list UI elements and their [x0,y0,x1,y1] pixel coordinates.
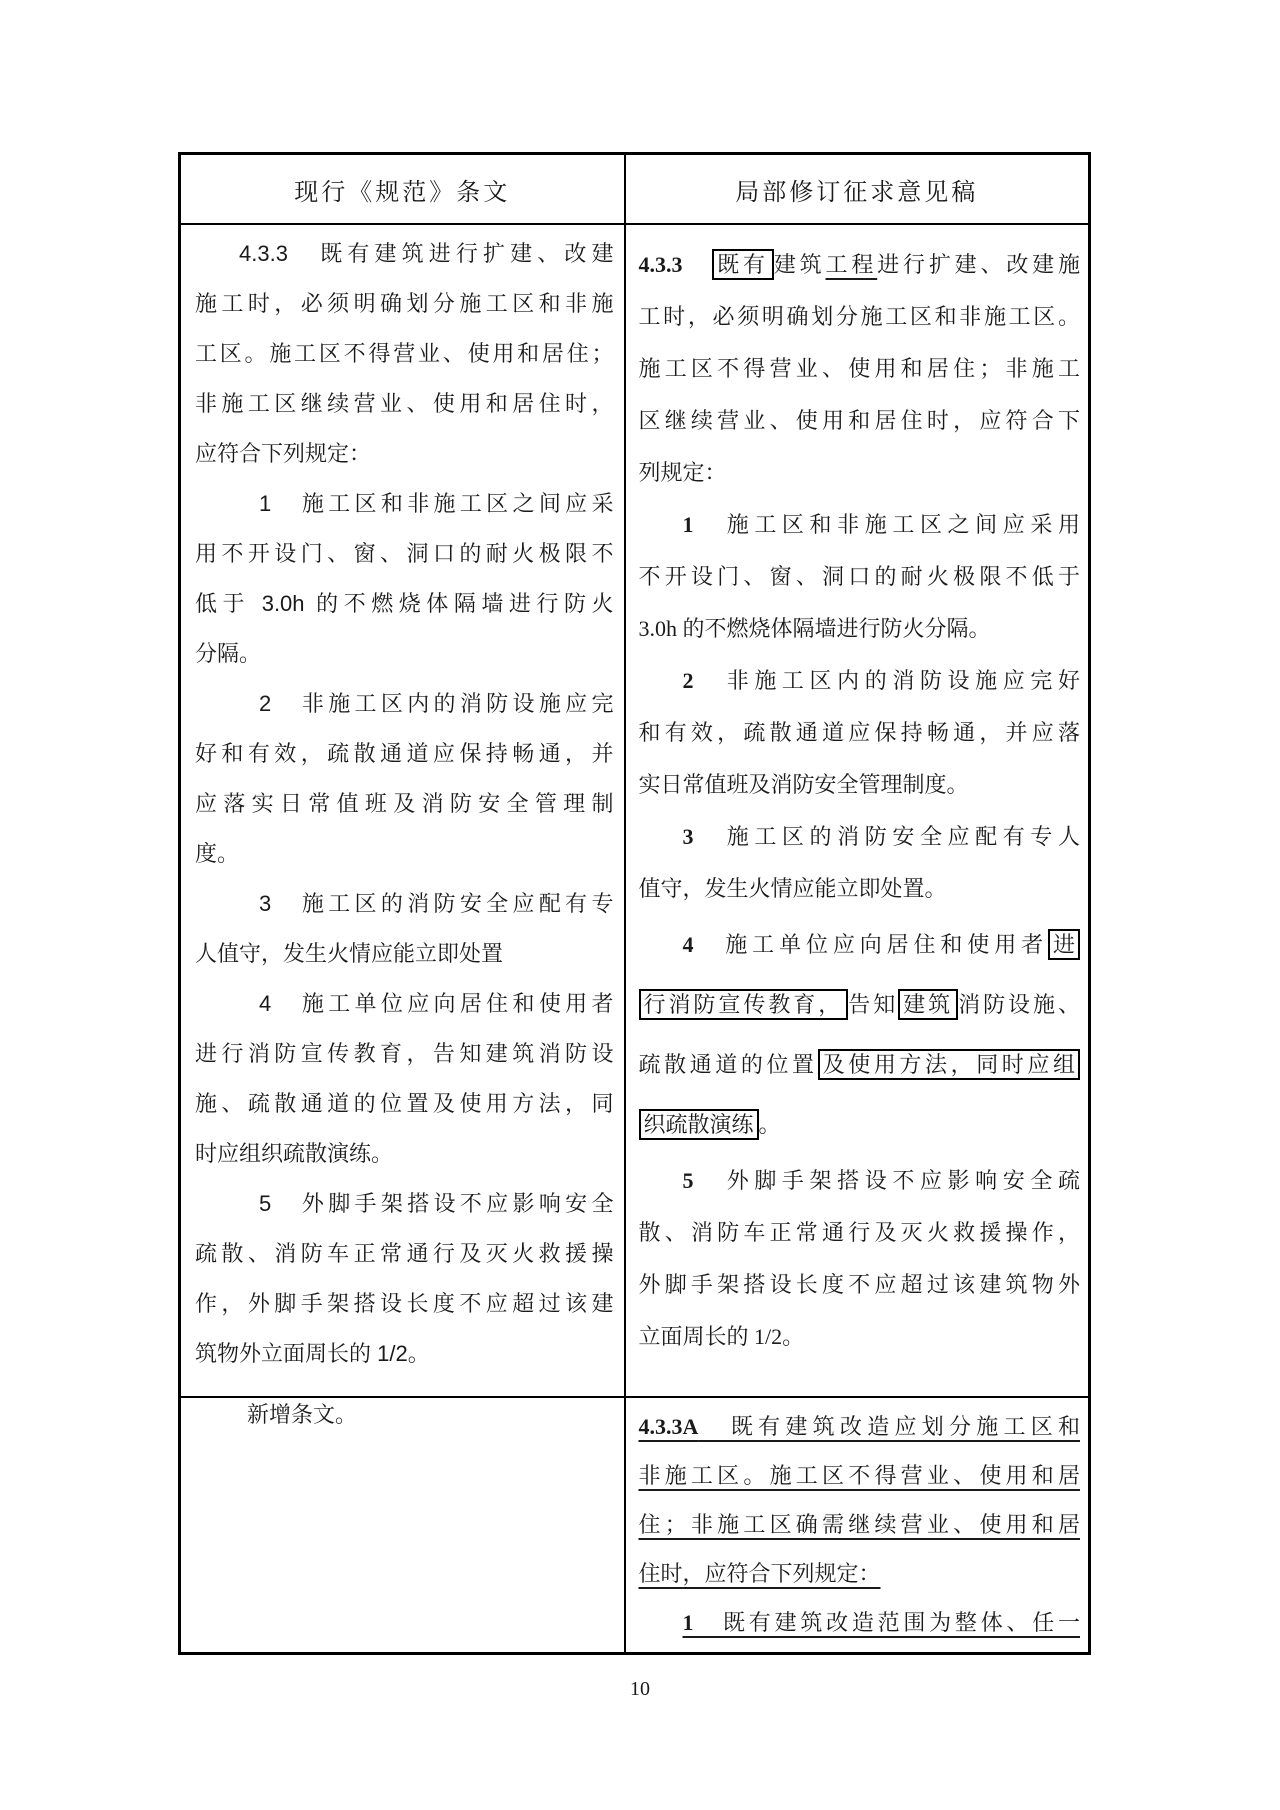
text-segment: 5 [682,1168,694,1193]
text-segment: 好和有效，疏散通道应保持畅通，并 [195,741,614,766]
text-line [639,707,1081,759]
text-line [195,279,614,329]
paragraph [195,1179,614,1379]
text-line [195,629,614,679]
revision-inserted-text: 进 [1048,929,1080,960]
text-segment: 区继续营业、使用和居住时，应符合下 [638,408,1080,433]
revision-inserted-text: 既有 [712,249,774,280]
text-line [195,929,614,979]
text-segment: 5 外脚手架搭设不应影响安全 [259,1191,614,1216]
text-segment: 外脚手架搭设长度不应超过该建筑物外 [638,1272,1080,1297]
paragraph [195,979,614,1179]
paragraph [639,655,1081,811]
text-line [195,729,614,779]
text-segment: 低于 3.0h 的不燃烧体隔墙进行防火 [195,591,614,616]
text-segment: 实日常值班及消防安全管理制度。 [638,772,969,797]
text-line [639,1155,1081,1207]
text-segment: 告知 [848,992,899,1017]
text-segment: 4.3.3A [638,1414,699,1439]
revision-inserted-text: 织疏散演练 [639,1109,759,1140]
text-segment: 2 非施工区内的消防设施应完 [259,691,614,716]
text-line [195,979,614,1029]
text-segment: 住；非施工区确需继续营业、使用和居 [638,1512,1080,1537]
revision-draft-cell [625,224,1090,1397]
text-line [639,603,1081,655]
text-segment [683,252,713,277]
current-code-cell [180,224,625,1397]
text-segment: 3 [682,824,694,849]
text-segment: 1 [682,512,694,537]
text-segment: 。 [758,1112,781,1137]
text-line [639,811,1081,863]
text-segment: 4 施工单位应向居住和使用者 [259,991,614,1016]
text-line [639,863,1081,915]
paragraph [639,1155,1081,1363]
text-line [639,395,1081,447]
text-segment: 施、疏散通道的位置及使用方法，同 [195,1091,614,1116]
text-line [195,1279,614,1329]
text-segment: 进行消防宣传教育，告知建筑消防设 [195,1041,614,1066]
text-segment: 施工单位应向居住和使用者 [693,932,1048,957]
paragraph [639,1598,1081,1647]
text-segment: 工时，必须明确划分施工区和非施工区。 [638,304,1080,329]
text-segment: 度。 [195,841,240,866]
text-line [195,329,614,379]
text-segment: 非施工区继续营业、使用和居住时， [195,391,614,416]
header-revision-draft: 局部修订征求意见稿 [625,154,1090,225]
text-line [639,1207,1081,1259]
text-line [195,879,614,929]
text-line [639,915,1081,975]
text-segment: 工程 [825,252,878,277]
text-line [195,429,614,479]
text-line [195,479,614,529]
text-line [639,1402,1081,1451]
revision-inserted-text: 及使用方法，同时应组 [818,1049,1080,1080]
text-line [639,551,1081,603]
text-segment: 施工区不得营业、使用和居住；非施工 [638,356,1080,381]
paragraph [639,1402,1081,1598]
text-segment: 非施工区。施工区不得营业、使用和居 [638,1463,1080,1488]
text-line [639,499,1081,551]
text-line [195,829,614,879]
text-line [195,679,614,729]
table-body-row [180,224,1090,1397]
text-segment: 4 [682,932,694,957]
text-segment: 工区。施工区不得营业、使用和居住； [195,341,614,366]
text-line [639,1598,1081,1647]
text-line [639,1311,1081,1363]
page-number: 10 [630,1678,650,1700]
text-line [639,1095,1081,1155]
text-segment: 外脚手架搭设不应影响安全疏 [693,1168,1080,1193]
text-line [639,291,1081,343]
new-clause-row [180,1397,1090,1654]
text-segment: 分隔。 [195,641,262,666]
text-segment: 4.3.3 既有建筑进行扩建、改建 [239,241,614,266]
text-line [195,1229,614,1279]
paragraph [195,679,614,879]
text-segment: 施工区和非施工区之间应采用 [693,512,1080,537]
text-line [195,779,614,829]
paragraph [639,239,1081,499]
text-line [639,1549,1081,1598]
text-segment: 时应组织疏散演练。 [195,1141,394,1166]
paragraph [639,811,1081,915]
text-segment: 施工时，必须明确划分施工区和非施 [195,291,614,316]
table-header-row [180,154,1090,225]
header-current-code: 现行《规范》条文 [180,154,625,225]
text-segment: 施工区的消防安全应配有专人 [693,824,1080,849]
revision-inserted-text: 行消防宣传教育， [639,989,849,1020]
text-line [639,1451,1081,1500]
paragraph [195,479,614,679]
paragraph [195,229,614,479]
text-segment: 作，外脚手架搭设长度不应超过该建 [195,1291,614,1316]
text-segment: 疏散、消防车正常通行及灭火救援操 [195,1241,614,1266]
text-segment: 人值守，发生火情应能立即处置 [195,941,504,966]
new-clause-content-cell [625,1397,1090,1654]
revision-inserted-text: 建筑 [898,989,958,1020]
text-segment: 住时，应符合下列规定： [638,1561,881,1586]
text-segment: 既有建筑改造应划分施工区和 [698,1414,1080,1439]
text-segment: 和有效，疏散通道应保持畅通，并应落 [638,720,1080,745]
text-line [639,1500,1081,1549]
text-segment: 3 施工区的消防安全应配有专 [259,891,614,916]
text-line [195,529,614,579]
text-segment: 不开设门、窗、洞口的耐火极限不低于 [638,564,1080,589]
text-segment: 散、消防车正常通行及灭火救援操作， [638,1220,1080,1245]
text-line [639,759,1081,811]
text-segment: 进行扩建、改建施 [877,252,1080,277]
text-segment: 立面周长的 1/2。 [638,1324,805,1349]
text-segment: 列规定： [638,460,727,485]
text-segment: 非施工区内的消防设施应完好 [693,668,1080,693]
text-segment: 既有建筑改造范围为整体、任一 [693,1610,1080,1635]
text-segment: 消防设施、 [958,992,1080,1017]
text-line [639,447,1081,499]
text-line [195,229,614,279]
new-clause-note-cell: 新增条文。 [180,1397,625,1654]
text-line [639,975,1081,1035]
text-line [639,343,1081,395]
comparison-table [178,152,1091,1655]
text-segment: 1 [682,1610,694,1635]
text-segment: 值守，发生火情应能立即处置。 [638,876,947,901]
text-segment: 应符合下列规定： [195,441,372,466]
text-segment: 1 施工区和非施工区之间应采 [259,491,614,516]
text-line [639,655,1081,707]
text-line [195,1079,614,1129]
text-line [639,1035,1081,1095]
paragraph [639,915,1081,1155]
paragraph [639,499,1081,655]
text-segment: 筑物外立面周长的 1/2。 [195,1341,430,1366]
text-line [195,1329,614,1379]
text-segment: 用不开设门、窗、洞口的耐火极限不 [195,541,614,566]
text-line [195,1129,614,1179]
text-segment: 2 [682,668,694,693]
text-segment: 疏散通道的位置 [638,1052,818,1077]
text-segment: 建筑 [773,252,826,277]
paragraph [195,879,614,979]
text-line [639,1259,1081,1311]
text-line [195,1029,614,1079]
text-segment: 应落实日常值班及消防安全管理制 [195,791,614,816]
text-segment: 4.3.3 [638,252,683,277]
text-segment: 3.0h 的不燃烧体隔墙进行防火分隔。 [638,616,991,641]
text-line [195,1179,614,1229]
text-line [195,579,614,629]
text-line [639,239,1081,291]
text-line [195,379,614,429]
